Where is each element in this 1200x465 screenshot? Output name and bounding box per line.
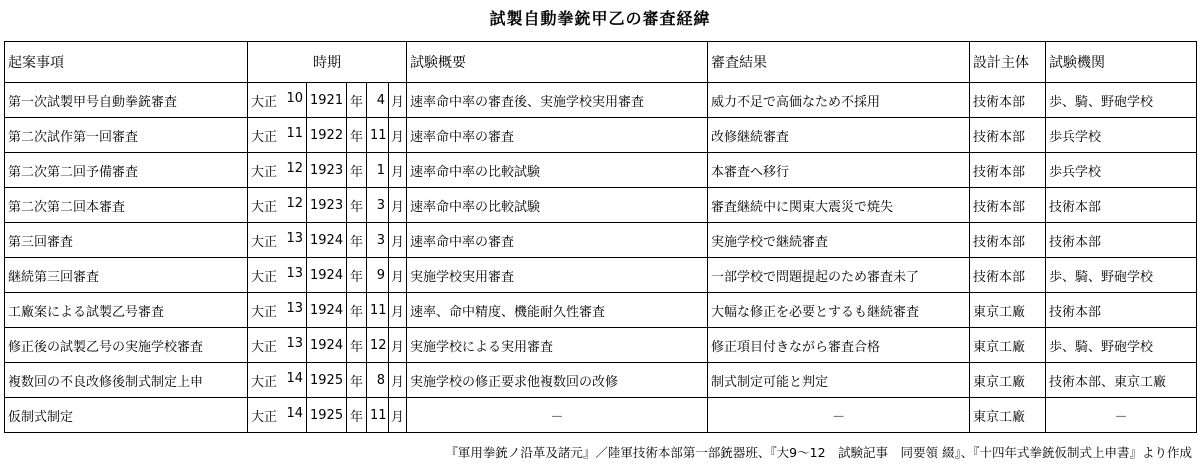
month-unit-cell: 月 [389, 153, 407, 188]
era-cell [248, 118, 307, 153]
proposal-cell: 仮制式制定 [5, 398, 248, 433]
institution-cell: 歩兵学校 [1046, 153, 1197, 188]
overview-cell: 実施学校による実用審査 [407, 328, 708, 363]
proposal-cell: 第一次試製甲号自動拳銃審査 [5, 83, 248, 118]
result-cell: 威力不足で高価なため不採用 [708, 83, 970, 118]
result-cell: 実施学校で継続審査 [708, 223, 970, 258]
year-cell: 1924 [307, 328, 347, 363]
era-year: 13 [286, 300, 303, 316]
overview-cell: 速率、命中精度、機能耐久性審査 [407, 293, 708, 328]
era-cell [248, 223, 307, 258]
table-title: 試製自動拳銃甲乙の審査経緯 [489, 9, 711, 28]
year-unit-cell: 年 [347, 258, 367, 293]
design-cell: 技術本部 [970, 188, 1046, 223]
month-cell: 12 [367, 328, 389, 363]
month-cell: 3 [367, 223, 389, 258]
month-unit-cell: 月 [389, 363, 407, 398]
era-year: 14 [286, 405, 303, 421]
era-name: 大正 [251, 409, 278, 425]
proposal-cell: 第二次試作第一回審査 [5, 118, 248, 153]
era-cell [248, 363, 307, 398]
table-row [5, 223, 1197, 258]
era-name: 大正 [251, 164, 278, 180]
era-name: 大正 [251, 234, 278, 250]
year-cell: 1925 [307, 363, 347, 398]
year-unit-cell: 年 [347, 363, 367, 398]
proposal-cell: 第二次第二回予備審査 [5, 153, 248, 188]
header-row [5, 42, 1197, 83]
proposal-cell: 第三回審査 [5, 223, 248, 258]
institution-cell: 歩、騎、野砲学校 [1046, 258, 1197, 293]
era-year: 11 [286, 125, 303, 141]
month-unit-cell: 月 [389, 188, 407, 223]
table-row [5, 328, 1197, 363]
table-row [5, 398, 1197, 433]
month-cell: 11 [367, 293, 389, 328]
table-row [5, 118, 1197, 153]
result-cell: 本審査へ移行 [708, 153, 970, 188]
overview-cell: 速率命中率の審査 [407, 223, 708, 258]
proposal-cell: 修正後の試製乙号の実施学校審査 [5, 328, 248, 363]
design-cell: 技術本部 [970, 153, 1046, 188]
era-cell [248, 153, 307, 188]
era-name: 大正 [251, 304, 278, 320]
overview-cell: － [407, 398, 708, 433]
month-unit-cell: 月 [389, 118, 407, 153]
overview-cell: 実施学校実用審査 [407, 258, 708, 293]
month-cell: 3 [367, 188, 389, 223]
result-cell: － [708, 398, 970, 433]
overview-cell: 速率命中率の審査後、実施学校実用審査 [407, 83, 708, 118]
month-unit-cell: 月 [389, 328, 407, 363]
era-name: 大正 [251, 269, 278, 285]
month-unit-cell: 月 [389, 223, 407, 258]
era-cell [248, 188, 307, 223]
year-cell: 1924 [307, 258, 347, 293]
month-cell: 1 [367, 153, 389, 188]
era-cell [248, 258, 307, 293]
overview-cell: 実施学校の修正要求他複数回の改修 [407, 363, 708, 398]
table-row [5, 188, 1197, 223]
year-unit-cell: 年 [347, 118, 367, 153]
proposal-cell: 継続第三回審査 [5, 258, 248, 293]
era-name: 大正 [251, 374, 278, 390]
month-unit-cell: 月 [389, 398, 407, 433]
year-cell: 1922 [307, 118, 347, 153]
header-proposal: 起案事項 [5, 42, 248, 83]
era-year: 13 [286, 230, 303, 246]
era-year: 12 [286, 195, 303, 211]
era-year: 14 [286, 370, 303, 386]
year-unit-cell: 年 [347, 398, 367, 433]
design-cell: 東京工廠 [970, 293, 1046, 328]
year-cell: 1923 [307, 153, 347, 188]
institution-cell: 歩、騎、野砲学校 [1046, 328, 1197, 363]
design-cell: 技術本部 [970, 258, 1046, 293]
table-row [5, 293, 1197, 328]
month-unit-cell: 月 [389, 83, 407, 118]
header-design: 設計主体 [970, 42, 1046, 83]
year-unit-cell: 年 [347, 293, 367, 328]
year-cell: 1921 [307, 83, 347, 118]
overview-cell: 速率命中率の審査 [407, 118, 708, 153]
era-year: 10 [286, 90, 303, 106]
institution-cell: 歩、騎、野砲学校 [1046, 83, 1197, 118]
era-cell [248, 293, 307, 328]
era-cell [248, 83, 307, 118]
era-year: 13 [286, 335, 303, 351]
review-history-table [4, 41, 1197, 433]
overview-cell: 速率命中率の比較試験 [407, 153, 708, 188]
era-cell [248, 398, 307, 433]
proposal-cell: 工廠案による試製乙号審査 [5, 293, 248, 328]
month-cell: 9 [367, 258, 389, 293]
year-unit-cell: 年 [347, 83, 367, 118]
header-period: 時期 [248, 42, 407, 83]
result-cell: 制式制定可能と判定 [708, 363, 970, 398]
month-cell: 4 [367, 83, 389, 118]
design-cell: 東京工廠 [970, 398, 1046, 433]
year-cell: 1923 [307, 188, 347, 223]
year-unit-cell: 年 [347, 328, 367, 363]
month-unit-cell: 月 [389, 258, 407, 293]
result-cell: 審査継続中に関東大震災で焼失 [708, 188, 970, 223]
year-cell: 1924 [307, 293, 347, 328]
institution-cell: 歩兵学校 [1046, 118, 1197, 153]
institution-cell: 技術本部 [1046, 223, 1197, 258]
year-cell: 1925 [307, 398, 347, 433]
era-name: 大正 [251, 199, 278, 215]
result-cell: 大幅な修正を必要とするも継続審査 [708, 293, 970, 328]
source-note: 『軍用拳銃ノ沿革及諸元』／陸軍技術本部第一部銃器班、『大9～12 試験記事 同要領 綴』、『十四年式拳銃仮制式上申書』より作成 [445, 445, 1192, 460]
institution-cell: 技術本部 [1046, 293, 1197, 328]
institution-cell: 技術本部 [1046, 188, 1197, 223]
institution-cell: 技術本部、東京工廠 [1046, 363, 1197, 398]
era-year: 13 [286, 265, 303, 281]
era-name: 大正 [251, 129, 278, 145]
era-name: 大正 [251, 94, 278, 110]
table-row [5, 363, 1197, 398]
era-cell [248, 328, 307, 363]
table-row [5, 83, 1197, 118]
result-cell: 修正項目付きながら審査合格 [708, 328, 970, 363]
institution-cell: － [1046, 398, 1197, 433]
month-cell: 11 [367, 398, 389, 433]
era-name: 大正 [251, 339, 278, 355]
era-year: 12 [286, 160, 303, 176]
header-overview: 試験概要 [407, 42, 708, 83]
design-cell: 技術本部 [970, 83, 1046, 118]
month-cell: 11 [367, 118, 389, 153]
month-cell: 8 [367, 363, 389, 398]
header-result: 審査結果 [708, 42, 970, 83]
design-cell: 東京工廠 [970, 328, 1046, 363]
design-cell: 東京工廠 [970, 363, 1046, 398]
year-unit-cell: 年 [347, 188, 367, 223]
table-row [5, 153, 1197, 188]
year-unit-cell: 年 [347, 223, 367, 258]
month-unit-cell: 月 [389, 293, 407, 328]
proposal-cell: 複数回の不良改修後制式制定上申 [5, 363, 248, 398]
overview-cell: 速率命中率の比較試験 [407, 188, 708, 223]
result-cell: 一部学校で問題提起のため審査未了 [708, 258, 970, 293]
year-unit-cell: 年 [347, 153, 367, 188]
result-cell: 改修継続審査 [708, 118, 970, 153]
design-cell: 技術本部 [970, 118, 1046, 153]
design-cell: 技術本部 [970, 223, 1046, 258]
proposal-cell: 第二次第二回本審査 [5, 188, 248, 223]
year-cell: 1924 [307, 223, 347, 258]
header-institution: 試験機関 [1046, 42, 1197, 83]
table-row [5, 258, 1197, 293]
